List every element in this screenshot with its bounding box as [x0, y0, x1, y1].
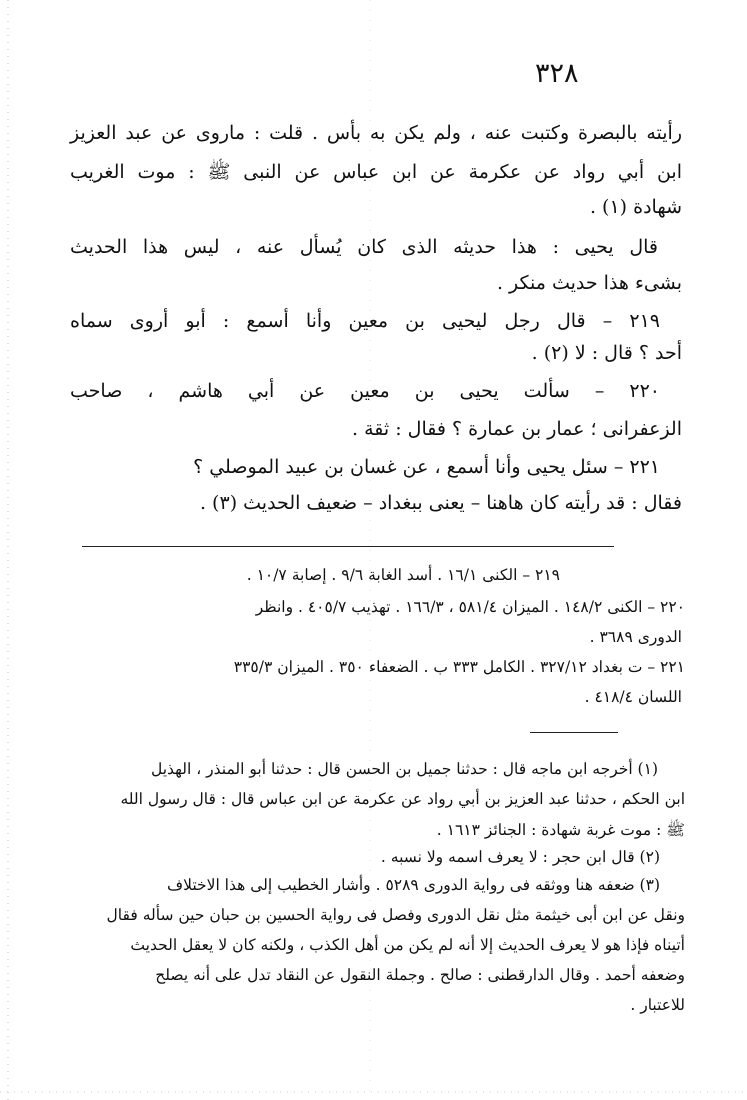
footnotes-separator [530, 732, 618, 733]
page-number: ٣٢٨ [535, 58, 579, 89]
main-line: ابن أبي رواد عن عكرمة عن ابن عباس عن النبى ﷺ : موت الغريب [70, 161, 682, 183]
main-line: قال يحيى : هذا حديثه الذى كان يُسأل عنه ، ليس هذا الحديث [70, 236, 658, 258]
footnote-line: وضعفه أحمد . وقال الدارقطنى : صالح . وجملة النقول عن النقاد تدل على أنه يصلح [155, 966, 685, 984]
footnote-line: ابن الحكم ، حدثنا عبد العزيز بن أبي رواد عن عكرمة عن ابن عباس قال : قال رسول الله [120, 790, 685, 808]
entry-221: ٢٢١ – سئل يحيى وأنا أسمع ، عن غسان بن عبيد الموصلي ؟ [193, 456, 660, 478]
main-line: بشىء هذا حديث منكر . [496, 272, 682, 294]
reference-line: ٢٢٠ – الكنى ١٤٨/٢ . الميزان ٥٨١/٤ ، ١٦٦/٣ . تهذيب ٤٠٥/٧ . وانظر [255, 598, 685, 616]
main-line: الزعفرانى ؛ عمار بن عمارة ؟ فقال : ثقة . [352, 418, 682, 440]
main-line: شهادة (١) . [589, 196, 682, 218]
reference-line: الدورى ٣٦٨٩ . [589, 628, 682, 646]
reference-line: ٢١٩ – الكنى ١٦/١ . أسد الغابة ٩/٦ . إصابة ١٠/٧ . [246, 566, 560, 584]
footnote-line: ﷺ : موت غربة شهادة : الجنائز ١٦١٣ . [436, 821, 685, 839]
reference-line: اللسان ٤١٨/٤ . [584, 688, 682, 706]
footnote-line: أتيناه فإذا هو لا يعرف الحديث إلا أنه لم يكن من أهل الكذب ، ولكنه كان لا يعقل الحديث [130, 936, 685, 954]
entry-220: ٢٢٠ – سألت يحيى بن معين عن أبي هاشم ، صاحب [70, 380, 660, 402]
footnote-1: (١) أخرجه ابن ماجه قال : حدثنا جميل بن الحسن قال : حدثنا أبو المنذر ، الهذيل [150, 760, 658, 778]
entry-219: ٢١٩ – قال رجل ليحيى بن معين وأنا أسمع : أبو أروى سماه [70, 310, 660, 332]
references-separator [82, 546, 614, 547]
footnote-line: ونقل عن ابن أبى خيثمة مثل نقل الدورى وفصل فى رواية الحسين بن حبان حين سأله فقال [106, 906, 685, 924]
footnote-line: للاعتبار . [630, 996, 685, 1014]
main-line: فقال : قد رأيته كان هاهنا – يعنى ببغداد – ضعيف الحديث (٣) . [199, 492, 682, 514]
footnote-2: (٢) قال ابن حجر : لا يعرف اسمه ولا نسبه . [380, 848, 660, 866]
footnote-3: (٣) ضعفه هنا ووثقه فى رواية الدورى ٥٢٨٩ . وأشار الخطيب إلى هذا الاختلاف [167, 876, 660, 894]
reference-line: ٢٢١ – ت بغداد ٣٢٧/١٢ . الكامل ٣٣٣ ب . الضعفاء ٣٥٠ . الميزان ٣٣٥/٣ [233, 658, 685, 676]
main-line: رأيته بالبصرة وكتبت عنه ، ولم يكن به بأس . قلت : ماروى عن عبد العزيز [70, 122, 682, 144]
main-line: أحد ؟ قال : لا (٢) . [531, 342, 682, 364]
